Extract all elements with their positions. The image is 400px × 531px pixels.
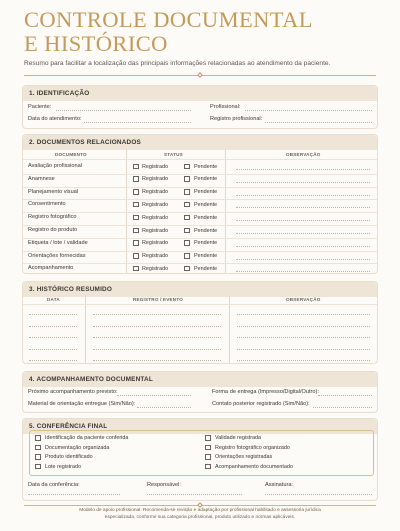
history-observation-field[interactable] [237, 326, 370, 327]
registrado-label: Registrado [142, 163, 169, 170]
pendente-label: Pendente [194, 253, 218, 260]
material-orientacao-field[interactable] [137, 407, 191, 408]
column-divider [229, 295, 230, 363]
row-divider [23, 263, 377, 264]
document-name: Planejamento visual [28, 188, 79, 195]
registrado-checkbox[interactable] [133, 202, 139, 208]
pendente-label: Pendente [194, 189, 218, 196]
col-status: STATUS [164, 152, 183, 157]
registrado-checkbox[interactable] [133, 176, 139, 182]
section-heading: 4. ACOMPANHAMENTO DOCUMENTAL [23, 372, 377, 387]
divider-diamond-icon [197, 502, 203, 508]
observacao-field[interactable] [236, 246, 370, 247]
history-event-field[interactable] [93, 360, 221, 361]
col-data: DATA [47, 297, 60, 302]
pendente-label: Pendente [194, 176, 218, 183]
checklist-item-label: Lote registrado [45, 463, 81, 470]
registrado-label: Registrado [142, 227, 169, 234]
row-divider [23, 251, 377, 252]
contato-posterior-field[interactable] [313, 407, 372, 408]
checklist-checkbox[interactable] [205, 464, 211, 470]
checklist-checkbox[interactable] [35, 435, 41, 441]
registrado-label: Registrado [142, 253, 169, 260]
column-divider [126, 149, 127, 273]
profissional-field[interactable] [245, 110, 372, 111]
section-historico [22, 281, 378, 364]
forma-entrega-label: Forma de entrega (Impresso/Digital/Outro): [212, 389, 319, 395]
checklist-item-label: Documentação organizada [45, 444, 110, 451]
registrado-checkbox[interactable] [133, 240, 139, 246]
page-title-line-1: CONTROLE DOCUMENTAL [24, 7, 313, 32]
registrado-label: Registrado [142, 201, 169, 208]
responsavel-label: Responsável: [147, 482, 181, 488]
section-heading: 1. IDENTIFICAÇÃO [23, 86, 377, 101]
responsavel-field[interactable] [147, 494, 242, 495]
row-divider [23, 238, 377, 239]
data-conferencia-label: Data da conferência: [28, 482, 80, 488]
pendente-checkbox[interactable] [184, 189, 190, 195]
section-heading: 2. DOCUMENTOS RELACIONADOS [23, 135, 377, 150]
table-header-divider [23, 159, 377, 160]
pendente-checkbox[interactable] [184, 202, 190, 208]
document-name: Anamnese [28, 175, 55, 182]
history-observation-field[interactable] [237, 337, 370, 338]
data-atendimento-label: Data do atendimento: [28, 116, 82, 122]
registrado-checkbox[interactable] [133, 215, 139, 221]
row-divider [23, 187, 377, 188]
registrado-checkbox[interactable] [133, 228, 139, 234]
page-subtitle: Resumo para facilitar a localização das principais informações relacionadas ao atendimento da paciente. [24, 60, 331, 67]
history-date-field[interactable] [29, 360, 77, 361]
registrado-checkbox[interactable] [133, 266, 139, 272]
observacao-field[interactable] [236, 169, 370, 170]
checklist-checkbox[interactable] [35, 464, 41, 470]
observacao-field[interactable] [236, 220, 370, 221]
history-observation-field[interactable] [237, 360, 370, 361]
contato-posterior-label: Contato posterior registrado (Sim/Não): [212, 401, 310, 407]
checklist-checkbox[interactable] [205, 445, 211, 451]
document-name: Avaliação profissional [28, 163, 83, 169]
col-registro-evento: REGISTRO / EVENTO [133, 297, 184, 302]
profissional-label: Profissional: [210, 104, 241, 110]
history-event-field[interactable] [93, 337, 221, 338]
registrado-label: Registrado [142, 214, 169, 221]
divider-diamond-icon [197, 72, 203, 78]
history-event-field[interactable] [93, 326, 221, 327]
history-date-field[interactable] [29, 349, 77, 350]
pendente-checkbox[interactable] [184, 176, 190, 182]
checklist-checkbox[interactable] [205, 454, 211, 460]
data-conferencia-field[interactable] [28, 494, 120, 495]
assinatura-label: Assinatura: [265, 482, 293, 488]
history-event-field[interactable] [93, 349, 221, 350]
pendente-checkbox[interactable] [184, 228, 190, 234]
checklist-checkbox[interactable] [35, 445, 41, 451]
forma-entrega-field[interactable] [318, 395, 372, 396]
observacao-field[interactable] [236, 195, 370, 196]
pendente-label: Pendente [194, 163, 218, 170]
document-name: Orientações fornecidas [28, 252, 86, 259]
observacao-field[interactable] [236, 259, 370, 260]
col-observacao: OBSERVAÇÃO [286, 297, 321, 302]
pendente-label: Pendente [194, 214, 218, 221]
registrado-label: Registrado [142, 265, 169, 272]
registro-profissional-field[interactable] [265, 122, 372, 123]
row-divider [23, 174, 377, 175]
registrado-label: Registrado [142, 240, 169, 247]
registro-profissional-label: Registro profissional: [210, 116, 263, 122]
pendente-checkbox[interactable] [184, 253, 190, 259]
registrado-label: Registrado [142, 189, 169, 196]
page-title-line-2: E HISTÓRICO [24, 31, 168, 56]
pendente-checkbox[interactable] [184, 164, 190, 170]
observacao-field[interactable] [236, 233, 370, 234]
checklist-checkbox[interactable] [205, 435, 211, 441]
checklist-item-label: Validade registrada [215, 435, 262, 441]
observacao-field[interactable] [236, 271, 370, 272]
pendente-label: Pendente [194, 240, 218, 247]
paciente-label: Paciente: [28, 104, 52, 110]
pendente-label: Pendente [194, 265, 218, 272]
registrado-checkbox[interactable] [133, 189, 139, 195]
history-date-field[interactable] [29, 314, 77, 315]
history-observation-field[interactable] [237, 349, 370, 350]
proximo-acompanhamento-label: Próximo acompanhamento previsto: [28, 389, 118, 395]
page-title [24, 8, 376, 56]
assinatura-field[interactable] [265, 494, 372, 495]
checklist-item-label: Orientações registradas [215, 454, 273, 461]
pendente-label: Pendente [194, 201, 218, 208]
data-atendimento-field[interactable] [84, 122, 191, 123]
document-name: Registro do produto [28, 227, 78, 233]
pendente-checkbox[interactable] [184, 215, 190, 221]
table-header-divider [23, 304, 377, 305]
paciente-field[interactable] [56, 110, 191, 111]
checklist-checkbox[interactable] [35, 454, 41, 460]
column-divider [225, 149, 226, 273]
pendente-label: Pendente [194, 227, 218, 234]
row-divider [23, 199, 377, 200]
document-name: Etiqueta / lote / validade [28, 239, 88, 246]
observacao-field[interactable] [236, 207, 370, 208]
history-date-field[interactable] [29, 337, 77, 338]
history-observation-field[interactable] [237, 314, 370, 315]
col-observacao: OBSERVAÇÃO [286, 152, 321, 157]
footer-line-1: Modelo de apoio profissional. Recomenda-se revisão e adaptação por profissional habilitado e assessoria jurídica [79, 508, 321, 513]
history-date-field[interactable] [29, 326, 77, 327]
row-divider [23, 225, 377, 226]
registrado-label: Registrado [142, 176, 169, 183]
checklist-item-label: Identificação da paciente conferida [45, 435, 129, 441]
pendente-checkbox[interactable] [184, 266, 190, 272]
observacao-field[interactable] [236, 182, 370, 183]
col-documento: DOCUMENTO [55, 152, 87, 157]
registrado-checkbox[interactable] [133, 164, 139, 170]
history-event-field[interactable] [93, 314, 221, 315]
document-name: Registro fotográfico [28, 214, 77, 221]
section-heading: 3. HISTÓRICO RESUMIDO [23, 282, 377, 297]
proximo-acompanhamento-field[interactable] [117, 395, 191, 396]
section-heading: 5. CONFERÊNCIA FINAL [23, 419, 377, 434]
column-divider [85, 295, 86, 363]
pendente-checkbox[interactable] [184, 240, 190, 246]
document-name: Acompanhamento [28, 265, 74, 272]
row-divider [23, 212, 377, 213]
checklist-item-label: Produto identificado [45, 454, 93, 461]
registrado-checkbox[interactable] [133, 253, 139, 259]
checklist-item-label: Registro fotográfico organizado [215, 444, 290, 451]
footer-note [40, 508, 360, 521]
footer-line-2: especializada, conforme sua categoria profissional, produto utilizado e normas aplicáveis. [104, 514, 296, 520]
material-orientacao-label: Material de orientação entregue (Sim/Não): [28, 401, 136, 407]
checklist-item-label: Acompanhamento documentado [215, 463, 293, 470]
document-name: Consentimento [28, 201, 66, 208]
